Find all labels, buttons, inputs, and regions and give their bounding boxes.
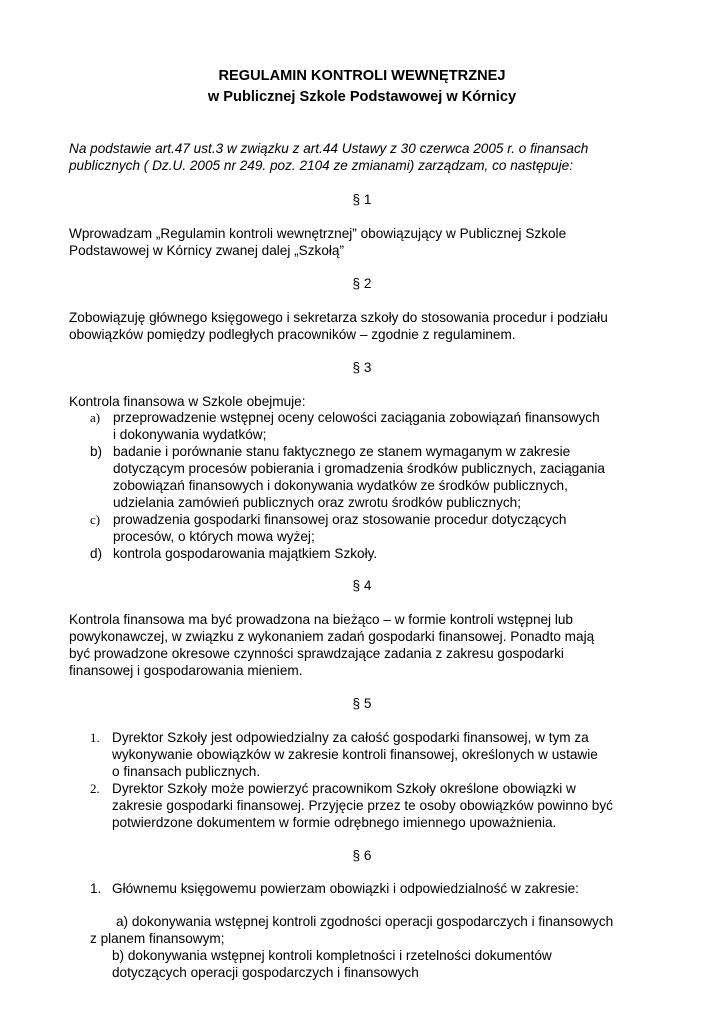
list-item-line: zobowiązań finansowych i dokonywania wydatków ze środków publicznych, [113,478,568,493]
preamble-line: publicznych ( Dz.U. 2005 nr 249. poz. 2104 ze zmianami) zarządzam, co następuje: [69,158,573,173]
section-6-heading: § 6 [352,848,372,863]
document-title-line-1: REGULAMIN KONTROLI WEWNĘTRZNEJ [218,68,506,84]
list-marker: b) [90,444,103,459]
paragraph-line: powykonawczej, w związku z wykonaniem zadań gospodarki finansowej. Ponadto mają [69,629,595,644]
section-5-heading: § 5 [352,696,372,711]
preamble-line: Na podstawie art.47 ust.3 w związku z art.44 Ustawy z 30 czerwca 2005 r. o finansach [69,141,589,156]
list-item-line: i dokonywania wydatków; [113,427,267,442]
list-item-line: wykonywanie obowiązków w zakresie kontroli finansowej, określonych w ustawie [112,747,598,762]
list-item-line: potwierdzone dokumentem w formie odrębnego imiennego upoważnienia. [112,815,557,830]
list-item-line: przeprowadzenie wstępnej oceny celowości zaciągania zobowiązań finansowych [113,410,600,425]
sub-item-b-line-2: dotyczących operacji gospodarczych i finansowych [112,965,419,980]
section-1-text [69,225,669,259]
list-item-line: kontrola gospodarowania majątkiem Szkoły. [113,546,378,561]
document-title-line-2: w Publicznej Szkole Podstawowej w Kórnicy [207,89,517,105]
paragraph-line: finansowej i gospodarowania mieniem. [69,663,303,678]
paragraph-line: Podstawowej w Kórnicy zwanej dalej „Szkołą” [69,243,345,258]
list-item-line: udzielania zamówień publicznych oraz zwrotu środków publicznych; [113,495,522,510]
section-2-text [69,309,669,343]
list-marker: d) [90,546,103,561]
paragraph-line: Wprowadzam „Regulamin kontroli wewnętrznej” obowiązujący w Publicznej Szkole [69,226,567,241]
list-marker: 2. [90,781,100,796]
section-3-heading: § 3 [352,360,372,375]
list-marker: 1. [90,881,102,896]
section-4-text [69,611,669,679]
list-item-line: o finansach publicznych. [112,764,261,779]
section-2-heading: § 2 [352,276,372,291]
list-item-line: prowadzenia gospodarki finansowej oraz stosowanie procedur dotyczących [113,512,567,527]
list-marker: a) [90,410,101,425]
paragraph-line: Kontrola finansowa ma być prowadzona na bieżąco – w formie kontroli wstępnej lub [69,612,573,627]
paragraph-line: obowiązków pomiędzy podległych pracowników – zgodnie z regulaminem. [69,327,516,342]
sub-item-b-line-1: b) dokonywania wstępnej kontroli kompletności i rzetelności dokumentów [112,948,552,963]
list-item-line: dotyczącym procesów pobierania i gromadzenia środków publicznych, zaciągania [113,461,605,476]
list-item-line: Dyrektor Szkoły może powierzyć pracownikom Szkoły określone obowiązki w [112,781,576,796]
sub-item-a-line-1: a) dokonywania wstępnej kontroli zgodności operacji gospodarczych i finansowych [116,914,614,929]
section-4-heading: § 4 [352,578,372,593]
paragraph-line: być prowadzone okresowe czynności sprawdzające zadania z zakresu gospodarki [69,646,564,661]
sub-item-a-line-2: z planem finansowym; [90,931,225,946]
paragraph-line: Zobowiązuję głównego księgowego i sekretarza szkoły do stosowania procedur i podziału [69,310,608,325]
section-3-intro: Kontrola finansowa w Szkole obejmuje: [69,394,306,409]
list-item-line: zakresie gospodarki finansowej. Przyjęcie przez te osoby obowiązków powinno być [112,798,613,813]
list-marker: 1. [90,730,100,745]
list-marker: c) [90,512,101,527]
section-1-heading: § 1 [352,192,372,207]
preamble [69,140,669,174]
list-item-line: procesów, o których mowa wyżej; [113,529,315,544]
list-item-line: badanie i porównanie stanu faktycznego ze stanem wymaganym w zakresie [113,444,571,459]
list-item-line: Dyrektor Szkoły jest odpowiedzialny za całość gospodarki finansowej, w tym za [112,730,589,745]
list-item-line: Głównemu księgowemu powierzam obowiązki i odpowiedzialność w zakresie: [112,881,579,896]
